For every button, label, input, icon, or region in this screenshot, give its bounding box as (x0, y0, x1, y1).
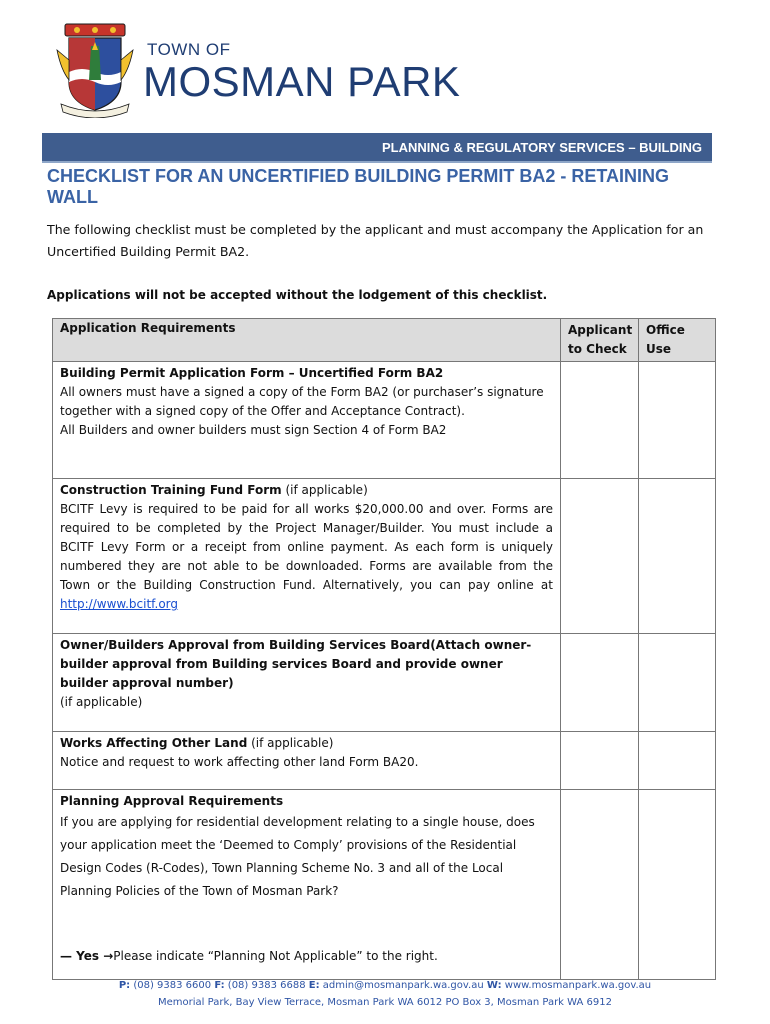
applicant-check-cell[interactable] (561, 790, 639, 980)
office-use-cell[interactable] (639, 634, 716, 732)
warning-text: Applications will not be accepted without the lodgement of this checklist. (47, 288, 548, 302)
header-applicant (561, 319, 639, 362)
table-header-row (53, 319, 716, 362)
answer-yes: — Yes (60, 949, 104, 963)
row-heading: Planning Approval Requirements (60, 794, 284, 808)
logo-line-2: MOSMAN PARK (143, 58, 461, 105)
answer-text: Please indicate “Planning Not Applicable” to the right. (113, 949, 438, 963)
planning-answer (60, 947, 553, 966)
requirement-cell (53, 790, 561, 980)
banner-underline (42, 161, 712, 163)
office-use-cell[interactable] (639, 732, 716, 790)
requirement-cell (53, 634, 561, 732)
arrow-right-icon: → (103, 949, 114, 963)
header-applicant-line-1: Applicant (568, 323, 633, 337)
row-text: Notice and request to work affecting other land Form BA20. (60, 755, 419, 769)
footer-contact (0, 977, 770, 994)
row-heading: Building Permit Application Form – Uncertified Form BA2 (60, 366, 444, 380)
page-footer (0, 977, 770, 1011)
logo-line-1: TOWN OF (147, 40, 231, 59)
row-heading: Construction Training Fund Form (60, 483, 282, 497)
row-heading-suffix: (if applicable) (281, 483, 368, 497)
row-heading-suffix: (if applicable) (247, 736, 334, 750)
row-heading: Works Affecting Other Land (60, 736, 248, 750)
footer-address: Memorial Park, Bay View Terrace, Mosman Park WA 6012 PO Box 3, Mosman Park WA 6912 (158, 997, 612, 1008)
applicant-check-cell[interactable] (561, 634, 639, 732)
intro-text: The following checklist must be completed by the applicant and must accompany the Application for an Uncertified Building Permit BA2. (47, 222, 704, 259)
row-text: BCITF Levy is required to be paid for all works $20,000.00 and over. Forms are required to be completed by the Project Manager/Builder. You must include a BCITF Levy Form or a receipt from online payment. As each form is uniquely numbered they are not able to be downloaded. Forms are available from the Town or the Building Construction Fund. Alternatively, you can pay online at (60, 502, 553, 592)
email-label: E: (308, 980, 320, 991)
table-row (53, 732, 716, 790)
office-use-cell[interactable] (639, 362, 716, 479)
requirement-cell (53, 479, 561, 634)
email-address[interactable]: admin@mosmanpark.wa.gov.au (319, 980, 487, 991)
row-text: All owners must have a signed a copy of the Form BA2 (or purchaser’s signature together with a signed copy of the Offer and Acceptance Contract). (60, 385, 544, 418)
header-requirements: Application Requirements (53, 319, 561, 362)
requirement-cell (53, 362, 561, 479)
row-text: If you are applying for residential development relating to a single house, does your application meet the ‘Deemed to Comply’ provisions of the Residential Design Codes (R-Codes), Town Planning Scheme No. 3 and all of the Local Planning Policies of the Town of Mosman Park? (60, 815, 535, 898)
phone-label: P: (118, 980, 131, 991)
web-address[interactable]: www.mosmanpark.wa.gov.au (501, 980, 652, 991)
fax-number: (08) 9383 6688 (224, 980, 309, 991)
department-banner (42, 133, 712, 161)
table-row (53, 790, 716, 980)
applicant-check-cell[interactable] (561, 362, 639, 479)
web-label: W: (486, 980, 502, 991)
banner-text: PLANNING & REGULATORY SERVICES – BUILDING (382, 139, 702, 155)
fax-label: F: (214, 980, 225, 991)
applicant-check-cell[interactable] (561, 732, 639, 790)
header-office (639, 319, 716, 362)
bcitf-link[interactable]: http://www.bcitf.org (60, 597, 179, 611)
requirement-cell (53, 732, 561, 790)
row-text: All Builders and owner builders must sign Section 4 of Form BA2 (60, 423, 447, 437)
header-office-line-1: Office (646, 323, 685, 337)
row-text: (if applicable) (60, 695, 143, 709)
checklist-table (52, 318, 716, 980)
header-applicant-line-2: to Check (568, 342, 627, 356)
table-row (53, 362, 716, 479)
table-row (53, 479, 716, 634)
page-title: CHECKLIST FOR AN UNCERTIFIED BUILDING PERMIT BA2 - RETAINING WALL (47, 166, 669, 207)
row-heading: Owner/Builders Approval from Building Services Board(Attach owner-builder approval from Building services Board and provide owner builder approval number) (60, 638, 532, 690)
crest-icon (55, 20, 135, 118)
town-logo (55, 20, 465, 120)
office-use-cell[interactable] (639, 790, 716, 980)
header-office-line-2: Use (646, 342, 672, 356)
office-use-cell[interactable] (639, 479, 716, 634)
phone-number: (08) 9383 6600 (130, 980, 215, 991)
applicant-check-cell[interactable] (561, 479, 639, 634)
table-row (53, 634, 716, 732)
